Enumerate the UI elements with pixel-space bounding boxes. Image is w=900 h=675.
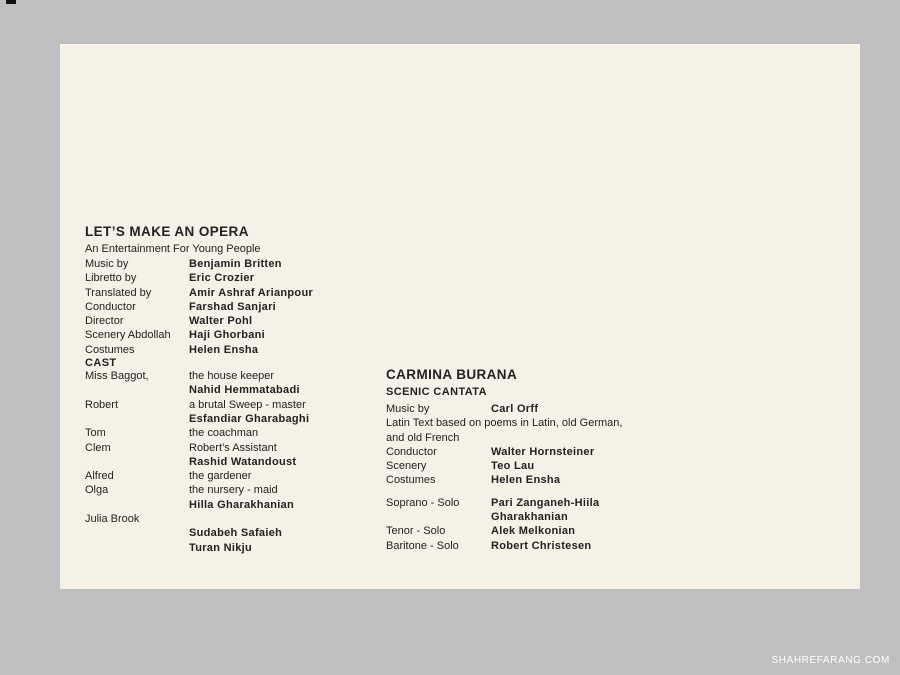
cast-row: [85, 512, 313, 526]
credit-name: Eric Crozier: [189, 272, 255, 285]
credit-role: Scenery: [386, 460, 427, 473]
cast-description: a brutal Sweep - master: [189, 398, 306, 411]
credit-role: Costumes: [386, 474, 436, 487]
soloist-row: [386, 524, 622, 538]
credit-name: Walter Hornsteiner: [491, 445, 595, 458]
cast-actor: Turan Nikju: [189, 541, 252, 554]
credit-row: [85, 257, 313, 271]
latin-text-line-1: Latin Text based on poems in Latin, old German,: [386, 417, 623, 430]
soloist-name: Alek Melkonian: [491, 525, 576, 538]
credit-role: Music by: [85, 258, 129, 270]
cast-character: Robert: [85, 398, 119, 411]
cast-row: [85, 483, 313, 497]
corner-mark: [6, 0, 16, 4]
cast-character: Julia Brook: [85, 513, 140, 526]
credit-row: [386, 445, 622, 459]
cast-actor: Hilla Gharakhanian: [189, 498, 295, 511]
soloist-role: Soprano - Solo: [386, 496, 460, 509]
opera-section: [85, 224, 313, 555]
credit-row: [85, 300, 313, 314]
cast-character: Miss Baggot,: [85, 370, 149, 383]
opera-subtitle: An Entertainment For Young People: [85, 243, 261, 255]
credit-role: Libretto by: [85, 272, 137, 285]
cast-description: the nursery - maid: [189, 484, 278, 497]
credit-role: Costumes: [85, 343, 135, 356]
cast-row: [85, 383, 313, 397]
cast-heading: CAST: [85, 357, 117, 370]
soloist-row: [386, 496, 622, 510]
cast-list: [85, 369, 313, 555]
cast-row: [85, 526, 313, 540]
cast-actor: Rashid Watandoust: [189, 455, 297, 468]
credit-row: [386, 459, 622, 473]
credit-role: Director: [85, 315, 124, 328]
music-row: [386, 402, 622, 416]
cast-row: [85, 498, 313, 512]
cast-row: [85, 541, 313, 555]
cast-character: [85, 383, 189, 397]
cast-row: [85, 426, 313, 440]
credit-row: [386, 473, 622, 487]
soloist-role: Tenor - Solo: [386, 525, 446, 538]
credit-name: Teo Lau: [491, 460, 535, 473]
cast-character: [85, 541, 189, 555]
soloist-name: Robert Christesen: [491, 539, 592, 552]
program-page: [60, 44, 860, 589]
carmina-credits: [386, 445, 622, 488]
cast-description: the coachman: [189, 427, 259, 440]
soloist-row: [386, 510, 622, 524]
cast-description: Robert’s Assistant: [189, 441, 277, 454]
cast-character: Olga: [85, 484, 109, 497]
soloists: [386, 496, 622, 553]
text-line: [386, 416, 622, 430]
soloist-row: [386, 539, 622, 553]
site-watermark: SHAHREFARANG.COM: [771, 655, 890, 666]
cast-description: the gardener: [189, 470, 252, 483]
opera-credits: [85, 257, 313, 357]
credit-role: Translated by: [85, 286, 152, 299]
soloist-role: [386, 510, 491, 524]
carmina-title: CARMINA BURANA: [386, 367, 518, 382]
cast-character: [85, 498, 189, 512]
soloist-role: Baritone - Solo: [386, 539, 459, 552]
cast-character: [85, 412, 189, 426]
music-name: Carl Orff: [491, 403, 539, 415]
credit-row: [85, 343, 313, 357]
cast-actor: Nahid Hemmatabadi: [189, 384, 300, 397]
credit-row: [85, 271, 313, 285]
carmina-subtitle: SCENIC CANTATA: [386, 386, 487, 398]
cast-character: Alfred: [85, 470, 114, 483]
credit-row: [85, 314, 313, 328]
cast-description: the house keeper: [189, 370, 275, 383]
carmina-section: [386, 367, 622, 553]
soloist-name: Pari Zanganeh-Hiila: [491, 496, 600, 509]
cast-row: [85, 398, 313, 412]
credit-name: Haji Ghorbani: [189, 329, 266, 342]
credit-name: Helen Ensha: [189, 343, 259, 356]
cast-character: [85, 526, 189, 540]
cast-character: [85, 455, 189, 469]
opera-title: LET’S MAKE AN OPERA: [85, 224, 249, 239]
latin-text-line-2: and old French: [386, 431, 460, 444]
credit-row: [85, 328, 313, 342]
cast-row: [85, 455, 313, 469]
cast-row: [85, 412, 313, 426]
music-label: Music by: [386, 403, 430, 415]
credit-name: Amir Ashraf Arianpour: [189, 286, 314, 299]
cast-row: [85, 441, 313, 455]
credit-role: Conductor: [85, 300, 136, 313]
cast-character: Clem: [85, 441, 111, 454]
credit-row: [85, 286, 313, 300]
cast-row: [85, 369, 313, 383]
credit-name: Benjamin Britten: [189, 258, 282, 270]
cast-character: Tom: [85, 427, 106, 440]
credit-name: Helen Ensha: [491, 474, 561, 487]
credit-name: Walter Pohl: [189, 315, 253, 328]
cast-row: [85, 469, 313, 483]
text-line: [386, 431, 622, 445]
soloist-name: Gharakhanian: [491, 511, 568, 524]
cast-actor: Esfandiar Gharabaghi: [189, 412, 310, 425]
credit-role: Conductor: [386, 445, 437, 458]
credit-role: Scenery Abdollah: [85, 329, 171, 342]
cast-actor: Sudabeh Safaieh: [189, 527, 283, 540]
credit-name: Farshad Sanjari: [189, 300, 277, 313]
